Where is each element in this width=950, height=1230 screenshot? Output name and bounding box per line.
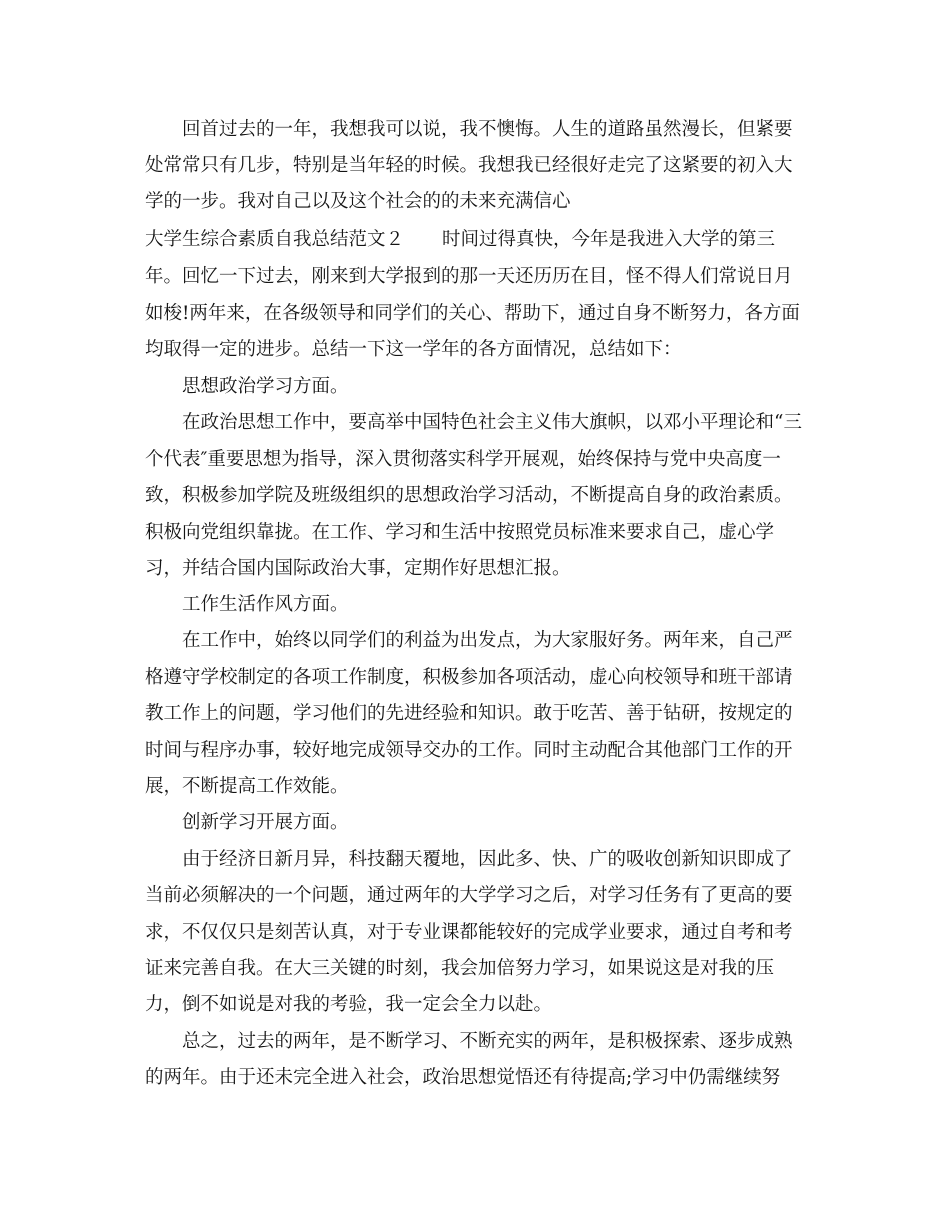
text-line: 回首过去的一年，我想我可以说，我不懊悔。人生的道路虽然漫长，但紧要 (182, 119, 793, 140)
text-line: 习，并结合国内国际政治大事，定期作好思想汇报。 (145, 558, 571, 579)
text-line: 致，积极参加学院及班级组织的思想政治学习活动，不断提高自身的政治素质。 (145, 485, 793, 506)
text-line: 当前必须解决的一个问题，通过两年的大学学习之后，对学习任务有了更高的要 (145, 885, 793, 906)
section-title: 大学生综合素质自我总结范文２ (145, 229, 405, 250)
text-line: 由于经济日新月异，科技翻天覆地，因此多、快、广的吸收创新知识即成了 (182, 849, 793, 870)
subheading: 思想政治学习方面。 (182, 376, 349, 397)
text-line: 教工作上的问题，学习他们的先进经验和知识。敢于吃苦、善于钻研，按规定的 (145, 703, 793, 724)
text-line: 均取得一定的进步。总结一下这一学年的各方面情况，总结如下： (145, 339, 682, 360)
text-line: 积极向党组织靠拢。在工作、学习和生活中按照党员标准来要求自己，虚心学 (145, 522, 775, 543)
text-line: 时间与程序办事，较好地完成领导交办的工作。同时主动配合其他部门工作的开 (145, 740, 793, 761)
text-line: 格遵守学校制定的各项工作制度，积极参加各项活动，虚心向校领导和班干部请 (145, 667, 793, 688)
text-line: 个代表″重要思想为指导，深入贯彻落实科学开展观，始终保持与党中央高度一 (145, 449, 781, 470)
text-line: 证来完善自我。在大三关键的时刻，我会加倍努力学习，如果说这是对我的压 (145, 958, 775, 979)
text-line: 如梭!两年来，在各级领导和同学们的关心、帮助下，通过自身不断努力，各方面 (145, 303, 800, 324)
text-line: 总之，过去的两年，是不断学习、不断充实的两年，是积极探索、逐步成熟 (182, 1031, 793, 1052)
text-line: 年。回忆一下过去，刚来到大学报到的那一天还历历在目，怪不得人们常说日月 (145, 266, 793, 287)
text-line: 展，不断提高工作效能。 (145, 776, 349, 797)
subheading: 工作生活作风方面。 (182, 594, 349, 615)
text-line: 在工作中，始终以同学们的利益为出发点，为大家服好务。两年来，自己严 (182, 630, 793, 651)
text-line: 求，不仅仅只是刻苦认真，对于专业课都能较好的完成学业要求，通过自考和考 (145, 922, 793, 943)
section-title-line (145, 231, 775, 250)
text-line: 的两年。由于还未完全进入社会，政治思想觉悟还有待提高;学习中仍需继续努 (145, 1067, 781, 1088)
text-line: 学的一步。我对自己以及这个社会的的未来充满信心 (145, 191, 571, 212)
text-line: 在政治思想工作中，要高举中国特色社会主义伟大旗帜，以邓小平理论和“三 (182, 412, 802, 433)
text-line: 力，倒不如说是对我的考验，我一定会全力以赴。 (145, 994, 553, 1015)
text-line: 处常常只有几步，特别是当年轻的时候。我想我已经很好走完了这紧要的初入大 (145, 155, 793, 176)
subheading: 创新学习开展方面。 (182, 812, 349, 833)
text-line: 时间过得真快，今年是我进入大学的第三 (442, 229, 776, 250)
